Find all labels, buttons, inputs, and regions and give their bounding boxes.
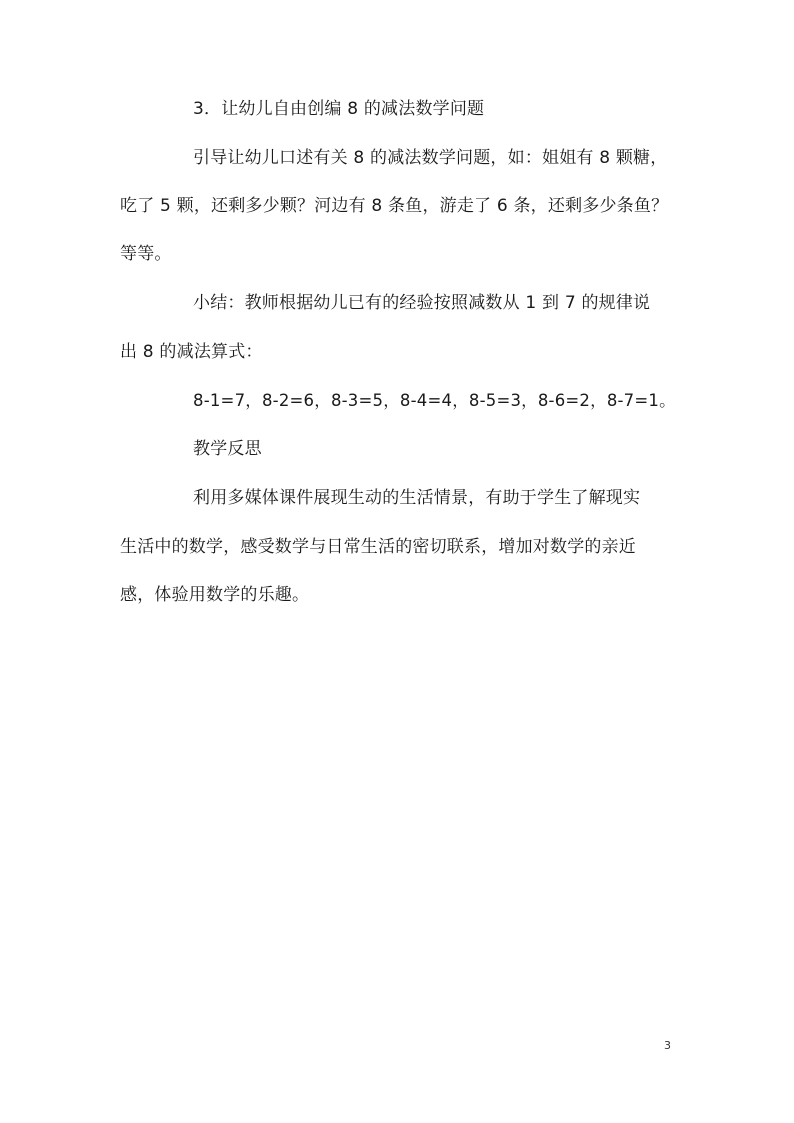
summary-line: 出 8 的减法算式： <box>120 342 263 362</box>
reflection-line: 感，体验用数学的乐趣。 <box>120 585 310 605</box>
summary-line: 小结：教师根据幼儿已有的经验按照减数从 1 到 7 的规律说 <box>193 293 651 313</box>
page-number: 3 <box>664 1039 671 1052</box>
paragraph-line: 吃了 5 颗，还剩多少颗？河边有 8 条鱼，游走了 6 条，还剩多少条鱼？ <box>120 196 669 216</box>
paragraph-line: 等等。 <box>120 244 172 264</box>
paragraph-line: 引导让幼儿口述有关 8 的减法数学问题，如：姐姐有 8 颗糖， <box>193 148 668 168</box>
reflection-line: 生活中的数学，感受数学与日常生活的密切联系，增加对数学的亲近 <box>120 537 636 557</box>
equations-line: 8-1=7，8-2=6，8-3=5，8-4=4，8-5=3，8-6=2，8-7=1。 <box>193 391 676 410</box>
reflection-heading: 教学反思 <box>193 439 262 459</box>
section-heading: 3．让幼儿自由创编 8 的减法数学问题 <box>193 99 485 119</box>
reflection-line: 利用多媒体课件展现生动的生活情景，有助于学生了解现实 <box>193 488 641 508</box>
